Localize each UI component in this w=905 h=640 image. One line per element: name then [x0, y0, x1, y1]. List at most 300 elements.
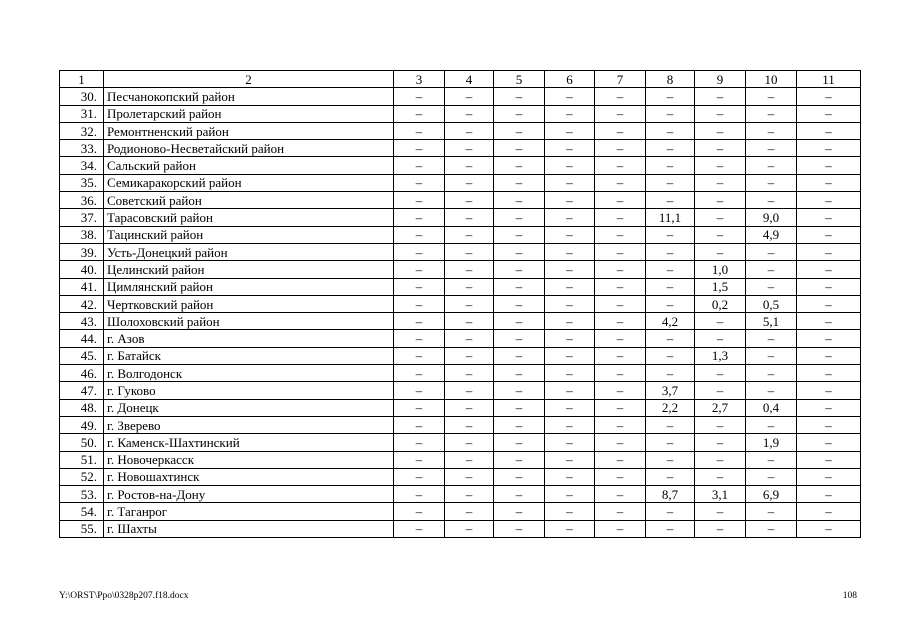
value-cell: –	[595, 416, 646, 433]
value-cell: –	[797, 382, 861, 399]
value-cell: –	[394, 140, 445, 157]
value-cell: 0,4	[746, 399, 797, 416]
value-cell: –	[646, 122, 695, 139]
value-cell: –	[494, 382, 545, 399]
value-cell: –	[695, 174, 746, 191]
value-cell: –	[746, 382, 797, 399]
header-cell: 5	[494, 71, 545, 88]
value-cell: –	[646, 330, 695, 347]
value-cell: –	[646, 174, 695, 191]
value-cell: –	[695, 88, 746, 105]
value-cell: –	[445, 416, 494, 433]
value-cell: –	[646, 192, 695, 209]
row-name: Усть-Донецкий район	[104, 243, 394, 260]
value-cell: –	[445, 261, 494, 278]
value-cell: 2,7	[695, 399, 746, 416]
value-cell: –	[545, 226, 595, 243]
value-cell: –	[545, 174, 595, 191]
value-cell: –	[445, 451, 494, 468]
value-cell: –	[394, 105, 445, 122]
table-row	[60, 520, 861, 537]
value-cell: –	[394, 416, 445, 433]
value-cell: –	[394, 313, 445, 330]
value-cell: –	[595, 365, 646, 382]
value-cell: –	[545, 192, 595, 209]
row-number: 31.	[60, 105, 104, 122]
value-cell: –	[394, 365, 445, 382]
value-cell: –	[797, 140, 861, 157]
value-cell: –	[746, 503, 797, 520]
value-cell: –	[494, 261, 545, 278]
value-cell: –	[746, 347, 797, 364]
row-number: 35.	[60, 174, 104, 191]
value-cell: –	[494, 365, 545, 382]
value-cell: –	[545, 313, 595, 330]
value-cell: –	[494, 451, 545, 468]
row-name: Тацинский район	[104, 226, 394, 243]
header-cell: 4	[445, 71, 494, 88]
value-cell: –	[695, 468, 746, 485]
value-cell: –	[797, 157, 861, 174]
value-cell: –	[445, 468, 494, 485]
row-number: 36.	[60, 192, 104, 209]
row-number: 46.	[60, 365, 104, 382]
value-cell: –	[545, 88, 595, 105]
value-cell: 0,2	[695, 295, 746, 312]
value-cell: –	[595, 122, 646, 139]
value-cell: 4,9	[746, 226, 797, 243]
value-cell: –	[394, 295, 445, 312]
header-cell: 8	[646, 71, 695, 88]
value-cell: –	[394, 192, 445, 209]
value-cell: –	[595, 486, 646, 503]
row-name: Семикаракорский район	[104, 174, 394, 191]
value-cell: –	[797, 261, 861, 278]
value-cell: –	[797, 192, 861, 209]
table-row	[60, 468, 861, 485]
value-cell: –	[646, 520, 695, 537]
value-cell: –	[797, 243, 861, 260]
row-number: 54.	[60, 503, 104, 520]
value-cell: –	[746, 416, 797, 433]
value-cell: –	[394, 261, 445, 278]
value-cell: –	[746, 330, 797, 347]
value-cell: –	[595, 243, 646, 260]
value-cell: –	[746, 278, 797, 295]
row-number: 45.	[60, 347, 104, 364]
value-cell: –	[595, 261, 646, 278]
value-cell: –	[646, 140, 695, 157]
row-name: г. Ростов-на-Дону	[104, 486, 394, 503]
row-name: г. Шахты	[104, 520, 394, 537]
header-cell: 1	[60, 71, 104, 88]
row-number: 49.	[60, 416, 104, 433]
value-cell: –	[445, 174, 494, 191]
value-cell: –	[494, 209, 545, 226]
value-cell: –	[595, 226, 646, 243]
table-body	[60, 71, 861, 538]
value-cell: –	[494, 347, 545, 364]
table-row	[60, 365, 861, 382]
value-cell: –	[595, 174, 646, 191]
row-number: 51.	[60, 451, 104, 468]
header-cell: 11	[797, 71, 861, 88]
value-cell: –	[545, 347, 595, 364]
value-cell: –	[695, 157, 746, 174]
row-number: 48.	[60, 399, 104, 416]
value-cell: –	[494, 399, 545, 416]
value-cell: –	[797, 330, 861, 347]
table-row	[60, 486, 861, 503]
value-cell: –	[494, 226, 545, 243]
value-cell: –	[595, 157, 646, 174]
value-cell: –	[494, 88, 545, 105]
value-cell: –	[494, 192, 545, 209]
value-cell: –	[394, 122, 445, 139]
value-cell: –	[695, 226, 746, 243]
value-cell: –	[394, 382, 445, 399]
value-cell: –	[797, 347, 861, 364]
data-table	[59, 70, 861, 538]
table-row	[60, 313, 861, 330]
table-row	[60, 243, 861, 260]
value-cell: –	[797, 174, 861, 191]
table-row	[60, 399, 861, 416]
row-number: 30.	[60, 88, 104, 105]
table-row	[60, 209, 861, 226]
value-cell: –	[746, 122, 797, 139]
value-cell: –	[797, 313, 861, 330]
value-cell: –	[494, 243, 545, 260]
value-cell: –	[445, 88, 494, 105]
value-cell: –	[746, 192, 797, 209]
value-cell: –	[646, 88, 695, 105]
value-cell: –	[695, 243, 746, 260]
value-cell: –	[494, 105, 545, 122]
value-cell: 1,0	[695, 261, 746, 278]
value-cell: –	[797, 88, 861, 105]
value-cell: –	[797, 365, 861, 382]
value-cell: –	[394, 434, 445, 451]
row-name: Сальский район	[104, 157, 394, 174]
value-cell: –	[646, 468, 695, 485]
row-number: 33.	[60, 140, 104, 157]
footer-file-path: Y:\ORST\Ppo\0328p207.f18.docx	[59, 591, 189, 601]
value-cell: –	[746, 105, 797, 122]
row-name: Родионово-Несветайский район	[104, 140, 394, 157]
value-cell: –	[797, 451, 861, 468]
row-number: 47.	[60, 382, 104, 399]
value-cell: –	[445, 209, 494, 226]
value-cell: 9,0	[746, 209, 797, 226]
value-cell: –	[394, 226, 445, 243]
value-cell: –	[545, 105, 595, 122]
value-cell: –	[646, 157, 695, 174]
value-cell: –	[695, 122, 746, 139]
value-cell: –	[445, 382, 494, 399]
header-cell: 9	[695, 71, 746, 88]
value-cell: –	[695, 192, 746, 209]
value-cell: –	[494, 157, 545, 174]
value-cell: –	[545, 330, 595, 347]
value-cell: –	[595, 434, 646, 451]
value-cell: 6,9	[746, 486, 797, 503]
row-name: Шолоховский район	[104, 313, 394, 330]
value-cell: –	[746, 468, 797, 485]
row-number: 39.	[60, 243, 104, 260]
value-cell: –	[394, 278, 445, 295]
value-cell: –	[394, 174, 445, 191]
value-cell: –	[595, 105, 646, 122]
value-cell: 8,7	[646, 486, 695, 503]
table-row	[60, 261, 861, 278]
value-cell: –	[746, 157, 797, 174]
table-row	[60, 105, 861, 122]
value-cell: –	[494, 295, 545, 312]
row-number: 53.	[60, 486, 104, 503]
table-row	[60, 451, 861, 468]
value-cell: –	[394, 503, 445, 520]
value-cell: –	[797, 468, 861, 485]
value-cell: –	[746, 365, 797, 382]
value-cell: –	[445, 192, 494, 209]
value-cell: –	[646, 503, 695, 520]
value-cell: –	[445, 434, 494, 451]
value-cell: –	[695, 105, 746, 122]
row-number: 44.	[60, 330, 104, 347]
header-cell: 2	[104, 71, 394, 88]
value-cell: –	[646, 278, 695, 295]
row-name: г. Волгодонск	[104, 365, 394, 382]
value-cell: –	[695, 209, 746, 226]
value-cell: –	[545, 434, 595, 451]
footer-page-number: 108	[842, 591, 857, 601]
value-cell: –	[746, 520, 797, 537]
value-cell: –	[494, 140, 545, 157]
value-cell: –	[595, 520, 646, 537]
value-cell: –	[646, 295, 695, 312]
value-cell: –	[797, 122, 861, 139]
value-cell: –	[746, 140, 797, 157]
value-cell: –	[695, 434, 746, 451]
value-cell: –	[797, 399, 861, 416]
value-cell: –	[445, 347, 494, 364]
value-cell: –	[797, 278, 861, 295]
value-cell: –	[445, 157, 494, 174]
value-cell: –	[445, 140, 494, 157]
value-cell: –	[646, 226, 695, 243]
value-cell: –	[695, 313, 746, 330]
value-cell: –	[595, 313, 646, 330]
value-cell: –	[595, 468, 646, 485]
row-name: Советский район	[104, 192, 394, 209]
value-cell: 5,1	[746, 313, 797, 330]
value-cell: –	[746, 174, 797, 191]
value-cell: –	[545, 261, 595, 278]
value-cell: –	[494, 416, 545, 433]
value-cell: –	[545, 520, 595, 537]
value-cell: –	[695, 330, 746, 347]
value-cell: –	[394, 209, 445, 226]
value-cell: –	[445, 365, 494, 382]
value-cell: –	[797, 503, 861, 520]
value-cell: –	[797, 295, 861, 312]
row-name: Пролетарский район	[104, 105, 394, 122]
value-cell: –	[445, 226, 494, 243]
value-cell: –	[545, 382, 595, 399]
value-cell: –	[545, 503, 595, 520]
table-row	[60, 174, 861, 191]
value-cell: –	[494, 468, 545, 485]
row-name: г. Таганрог	[104, 503, 394, 520]
value-cell: –	[797, 486, 861, 503]
table-row	[60, 278, 861, 295]
row-name: г. Азов	[104, 330, 394, 347]
value-cell: –	[545, 122, 595, 139]
value-cell: 1,5	[695, 278, 746, 295]
value-cell: –	[797, 520, 861, 537]
value-cell: –	[445, 313, 494, 330]
row-name: Ремонтненский район	[104, 122, 394, 139]
row-name: г. Новошахтинск	[104, 468, 394, 485]
value-cell: –	[646, 105, 695, 122]
value-cell: –	[545, 451, 595, 468]
row-number: 50.	[60, 434, 104, 451]
value-cell: –	[646, 434, 695, 451]
value-cell: –	[746, 243, 797, 260]
table-row	[60, 434, 861, 451]
value-cell: –	[646, 451, 695, 468]
value-cell: –	[545, 295, 595, 312]
header-cell: 3	[394, 71, 445, 88]
value-cell: 1,3	[695, 347, 746, 364]
value-cell: –	[494, 278, 545, 295]
value-cell: –	[545, 399, 595, 416]
value-cell: –	[545, 243, 595, 260]
value-cell: –	[797, 226, 861, 243]
value-cell: –	[494, 313, 545, 330]
row-number: 37.	[60, 209, 104, 226]
value-cell: –	[445, 122, 494, 139]
row-name: г. Батайск	[104, 347, 394, 364]
value-cell: –	[494, 330, 545, 347]
row-number: 52.	[60, 468, 104, 485]
value-cell: –	[746, 261, 797, 278]
value-cell: –	[394, 520, 445, 537]
row-name: г. Зверево	[104, 416, 394, 433]
value-cell: –	[595, 382, 646, 399]
value-cell: –	[494, 520, 545, 537]
value-cell: –	[646, 365, 695, 382]
value-cell: –	[695, 520, 746, 537]
value-cell: –	[595, 295, 646, 312]
value-cell: –	[797, 416, 861, 433]
value-cell: –	[445, 486, 494, 503]
value-cell: –	[646, 261, 695, 278]
value-cell: –	[545, 209, 595, 226]
value-cell: –	[445, 278, 494, 295]
value-cell: –	[695, 416, 746, 433]
value-cell: –	[394, 399, 445, 416]
value-cell: –	[494, 503, 545, 520]
table-row	[60, 295, 861, 312]
row-name: г. Новочеркасск	[104, 451, 394, 468]
value-cell: –	[545, 278, 595, 295]
value-cell: –	[394, 347, 445, 364]
value-cell: –	[445, 295, 494, 312]
value-cell: 11,1	[646, 209, 695, 226]
row-number: 34.	[60, 157, 104, 174]
row-name: г. Гуково	[104, 382, 394, 399]
value-cell: 3,1	[695, 486, 746, 503]
table-row	[60, 503, 861, 520]
value-cell: –	[646, 347, 695, 364]
row-number: 38.	[60, 226, 104, 243]
value-cell: –	[494, 174, 545, 191]
row-name: Цимлянский район	[104, 278, 394, 295]
table-row	[60, 416, 861, 433]
row-name: Целинский район	[104, 261, 394, 278]
row-name: Песчанокопский район	[104, 88, 394, 105]
value-cell: –	[394, 243, 445, 260]
value-cell: –	[445, 520, 494, 537]
value-cell: –	[746, 451, 797, 468]
value-cell: –	[445, 399, 494, 416]
table-header-row	[60, 71, 861, 88]
row-number: 41.	[60, 278, 104, 295]
value-cell: –	[595, 278, 646, 295]
table-row	[60, 382, 861, 399]
value-cell: 0,5	[746, 295, 797, 312]
value-cell: 1,9	[746, 434, 797, 451]
value-cell: –	[394, 451, 445, 468]
value-cell: –	[797, 209, 861, 226]
value-cell: 4,2	[646, 313, 695, 330]
table-row	[60, 347, 861, 364]
value-cell: –	[797, 434, 861, 451]
table-row	[60, 157, 861, 174]
value-cell: –	[595, 347, 646, 364]
table-row	[60, 192, 861, 209]
value-cell: –	[646, 416, 695, 433]
value-cell: 3,7	[646, 382, 695, 399]
value-cell: –	[445, 330, 494, 347]
value-cell: –	[394, 468, 445, 485]
table-row	[60, 140, 861, 157]
value-cell: –	[494, 434, 545, 451]
value-cell: –	[545, 365, 595, 382]
value-cell: –	[695, 140, 746, 157]
value-cell: –	[695, 382, 746, 399]
value-cell: –	[595, 399, 646, 416]
value-cell: –	[695, 451, 746, 468]
value-cell: –	[394, 486, 445, 503]
row-name: г. Каменск-Шахтинский	[104, 434, 394, 451]
row-number: 42.	[60, 295, 104, 312]
row-name: Тарасовский район	[104, 209, 394, 226]
value-cell: –	[494, 122, 545, 139]
value-cell: –	[445, 503, 494, 520]
value-cell: –	[394, 157, 445, 174]
value-cell: –	[545, 416, 595, 433]
row-number: 40.	[60, 261, 104, 278]
table-row	[60, 226, 861, 243]
value-cell: –	[494, 486, 545, 503]
row-number: 32.	[60, 122, 104, 139]
value-cell: –	[595, 503, 646, 520]
value-cell: –	[545, 468, 595, 485]
value-cell: –	[595, 88, 646, 105]
